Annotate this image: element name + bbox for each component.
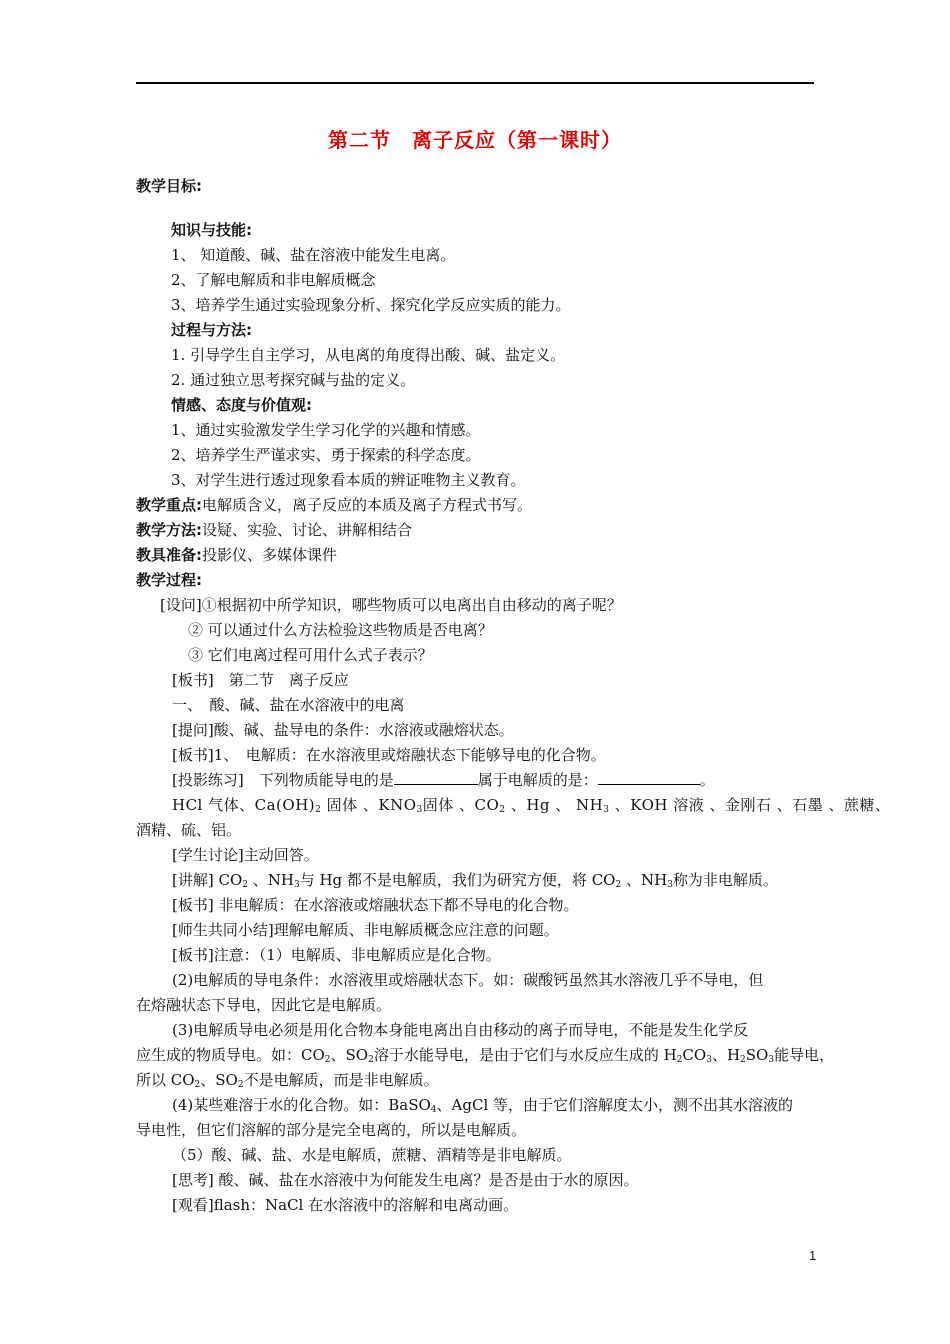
- note-text: 、SO: [330, 1046, 369, 1064]
- note-text: 、SO: [200, 1071, 238, 1089]
- sub: 3: [706, 1055, 712, 1065]
- list-sub: 3: [416, 805, 423, 815]
- note-2: (2)电解质的导电条件：水溶液里或熔融状态下。如：碳酸钙虽然其水溶液几乎不导电，但: [172, 971, 764, 989]
- list-sub: 2: [499, 805, 506, 815]
- non-electrolyte-definition: [板书] 非电解质：在水溶液或熔融状态下都不导电的化合物。: [172, 896, 579, 914]
- exercise-text: 属于电解质的是：: [477, 771, 598, 789]
- watch-flash: [观看]flash：NaCl 在水溶液中的溶解和电离动画。: [172, 1196, 519, 1214]
- page-title: 第二节 离子反应（第一课时）: [328, 128, 622, 152]
- explanation-text: 、NH: [247, 871, 294, 889]
- electrolyte-definition: [板书]1、 电解质：在水溶液里或熔融状态下能够导电的化合物。: [172, 746, 606, 764]
- list-text: 固体 、KNO: [321, 796, 417, 814]
- method-label: 教学方法:: [136, 521, 202, 539]
- list-sub: 3: [603, 805, 610, 815]
- knowledge-heading: 知识与技能:: [171, 221, 252, 239]
- process-item: 2. 通过独立思考探究碱与盐的定义。: [171, 371, 416, 389]
- sub: 4: [430, 1105, 437, 1115]
- note-3-cont: [136, 1045, 834, 1070]
- question-1: [设问]①根据初中所学知识，哪些物质可以电离出自由移动的离子呢？: [160, 596, 622, 614]
- exercise-line: [172, 770, 715, 790]
- process-item: 1. 引导学生自主学习，从电离的角度得出酸、碱、盐定义。: [171, 346, 566, 364]
- discussion: [学生讨论]主动回答。: [172, 846, 319, 864]
- note-text: SO: [745, 1046, 769, 1064]
- page-number: 1: [809, 1248, 817, 1263]
- emotion-item: 3、对学生进行透过现象看本质的辨证唯物主义教育。: [171, 471, 526, 489]
- key-point-label: 教学重点:: [136, 496, 202, 514]
- sub: 2: [324, 1055, 331, 1065]
- question-3: ③ 它们电离过程可用什么式子表示？: [188, 646, 433, 664]
- process-section-heading: 教学过程:: [136, 571, 202, 589]
- emotion-heading: 情感、态度与价值观:: [171, 396, 312, 414]
- note-text: 不是电解质，而是非电解质。: [243, 1071, 439, 1089]
- note-3-end: [136, 1070, 439, 1095]
- tools-text: 投影仪、多媒体课件: [202, 546, 338, 564]
- goals-heading: 教学目标:: [136, 177, 202, 195]
- note-text: 应生成的物质导电。如：CO: [136, 1046, 325, 1064]
- board-subheading: 一、 酸、碱、盐在水溶液中的电离: [172, 696, 405, 714]
- sub: 2: [368, 1055, 374, 1065]
- exercise-text: [投影练习] 下列物质能导电的是: [172, 771, 394, 789]
- note-text: 能导电，: [774, 1046, 835, 1064]
- teaching-method: [136, 520, 412, 540]
- board-heading: [板书] 第二节 离子反应: [172, 671, 349, 689]
- sub: 2: [242, 880, 248, 890]
- sub: 2: [740, 1055, 746, 1065]
- list-text: 固体 、CO: [422, 796, 500, 814]
- answer-blank[interactable]: [394, 770, 478, 785]
- key-point-text: 电解质含义，离子反应的本质及离子方程式书写。: [202, 496, 533, 514]
- list-text: 、KOH 溶液 、金刚石 、石墨 、蔗糖、: [609, 796, 891, 814]
- knowledge-item: 2、了解电解质和非电解质概念: [171, 271, 376, 289]
- header-rule: [136, 82, 814, 84]
- list-text: 、Hg 、 NH: [505, 796, 604, 814]
- sub: 2: [676, 1055, 683, 1065]
- explanation-text: [讲解] CO: [172, 871, 243, 889]
- summary: [师生共同小结]理解电解质、非电解质概念应注意的问题。: [172, 921, 559, 939]
- note-2-cont: 在熔融状态下导电，因此它是电解质。: [136, 996, 392, 1014]
- ask-paragraph: [提问]酸、碱、盐导电的条件：水溶液或融熔状态。: [172, 721, 514, 739]
- explanation-text: 称为非电解质。: [672, 871, 778, 889]
- note-1: [板书]注意：（1）电解质、非电解质应是化合物。: [172, 946, 501, 964]
- question-2: ② 可以通过什么方法检验这些物质是否电离？: [188, 621, 493, 639]
- note-text: 溶于水能导电，是由于它们与水反应生成的 H: [373, 1046, 677, 1064]
- sub: 2: [615, 880, 622, 890]
- sub: 2: [237, 1080, 244, 1090]
- answer-blank[interactable]: [598, 770, 700, 785]
- note-text: 、AgCl 等，由于它们溶解度太小，测不出其水溶液的: [436, 1096, 794, 1114]
- key-point: [136, 495, 532, 515]
- sub: 3: [768, 1055, 775, 1065]
- note-4: [172, 1095, 793, 1120]
- note-text: 、H: [711, 1046, 741, 1064]
- substance-list-cont: 酒精、硫、铝。: [136, 821, 242, 839]
- note-text: 所以 CO: [136, 1071, 195, 1089]
- tools-label: 教具准备:: [136, 546, 202, 564]
- knowledge-item: 3、培养学生通过实验现象分析、探究化学反应实质的能力。: [171, 296, 571, 314]
- sub: 3: [667, 880, 673, 890]
- think-question: [思考] 酸、碱、盐在水溶液中为何能发生电离？是否是由于水的原因。: [172, 1171, 639, 1189]
- exercise-text: 。: [699, 771, 715, 789]
- note-5: （5）酸、碱、盐、水是电解质，蔗糖、酒精等是非电解质。: [172, 1146, 572, 1164]
- note-text: CO: [682, 1046, 707, 1064]
- explanation: [172, 870, 778, 895]
- note-text: (4)某些难溶于水的化合物。如：BaSO: [172, 1096, 431, 1114]
- explanation-text: 、NH: [621, 871, 668, 889]
- teaching-tools: [136, 545, 337, 565]
- list-text: HCl 气体、Ca(OH): [172, 796, 316, 814]
- emotion-item: 1、通过实验激发学生学习化学的兴趣和情感。: [171, 421, 481, 439]
- note-3: (3)电解质导电必须是用化合物本身能电离出自由移动的离子而导电，不能是发生化学反: [172, 1021, 749, 1039]
- note-4-cont: 导电性，但它们溶解的部分是完全电离的，所以是电解质。: [136, 1121, 527, 1139]
- sub: 3: [293, 880, 300, 890]
- method-text: 设疑、实验、讨论、讲解相结合: [202, 521, 413, 539]
- knowledge-item: 1、 知道酸、碱、盐在溶液中能发生电离。: [171, 246, 456, 264]
- substance-list: [172, 795, 891, 820]
- list-sub: 2: [315, 805, 322, 815]
- process-heading: 过程与方法:: [171, 321, 252, 339]
- explanation-text: 与 Hg 都不是电解质，我们为研究方便，将 CO: [299, 871, 616, 889]
- emotion-item: 2、培养学生严谨求实、勇于探索的科学态度。: [171, 446, 481, 464]
- sub: 2: [194, 1080, 201, 1090]
